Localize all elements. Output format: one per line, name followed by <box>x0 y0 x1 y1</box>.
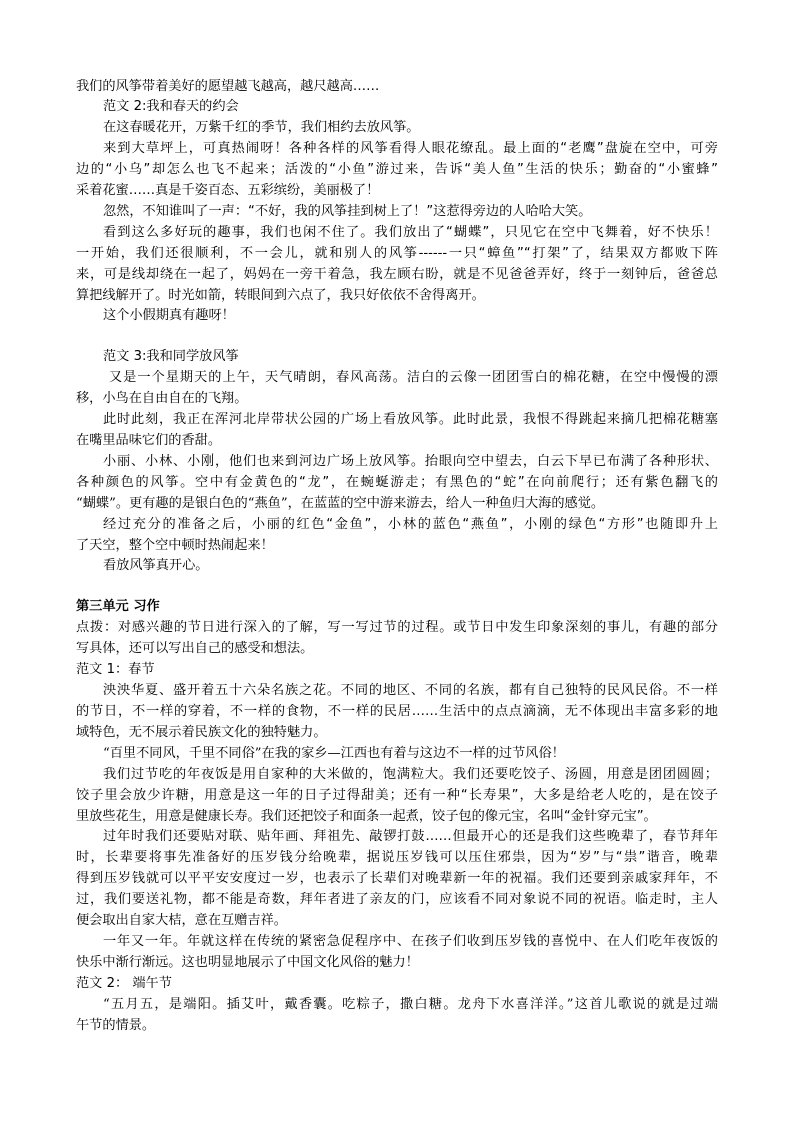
text-line: “百里不同风，千里不同俗”在我的家乡—江西也有着与这边不一样的过节风俗！ <box>103 746 565 761</box>
text-line: 点拨：对感兴趣的节日进行深入的了解，写一写过节的过程。或节日中发生印象深刻的事儿，有趣的部分 <box>76 620 718 635</box>
text-line: 我们的风筝带着美好的愿望越飞越高，越尺越高…… <box>76 79 380 94</box>
text-line: 的节日，不一样的穿着，不一样的食物，不一样的民居……生活中的点点滴滴，无不体现出丰富多彩的地 <box>76 704 718 719</box>
section-heading: 范文 1：春节 <box>76 662 155 677</box>
text-line: 便会取出自家大桔，意在互赠吉祥。 <box>76 913 287 928</box>
text-line: 一开始，我们还很顺利，不一会儿，就和别人的风筝------一只“蟑鱼”“打架”了，结果双方都败下阵 <box>76 246 718 261</box>
text-line: 小丽、小林、小刚，他们也来到河边广场上放风筝。抬眼向空中望去，白云下早已布满了各种形状、 <box>103 454 718 469</box>
text-line: 在嘴里品味它们的香甜。 <box>76 433 222 448</box>
text-line: 经过充分的准备之后，小丽的红色“金鱼”，小林的蓝色“燕鱼”，小刚的绿色“方形”也随即升上 <box>103 517 718 532</box>
text-line: 这个小假期真有趣呀！ <box>103 308 235 323</box>
text-line: 此时此刻，我正在浑河北岸带状公园的广场上看放风筝。此时此景，我恨不得跳起来摘几把棉花糖塞 <box>103 412 718 427</box>
text-line: 写具体，还可以写出自己的感受和想法。 <box>76 641 314 656</box>
text-line: 来，可是线却绕在一起了，妈妈在一旁干着急，我左顾右盼，就是不见爸爸弄好，终于一刻钟后，爸爸总 <box>76 267 718 282</box>
unit-heading: 第三单元 习作 <box>76 599 160 614</box>
section-heading: 范文 2： 端午节 <box>76 976 172 991</box>
text-line: 各种颜色的风筝。空中有金黄色的“龙”，在蜿蜒游走；有黑色的“蛇”在向前爬行；还有紫色翻飞的 <box>76 475 718 490</box>
text-line: 里放些花生，用意是健康长寿。我们还把饺子和面条一起煮，饺子包的像元宝，名叫“金针穿元宝”。 <box>76 809 657 824</box>
text-line: 在这春暖花开，万紫千红的季节，我们相约去放风筝。 <box>103 120 420 135</box>
text-line: 算把线解开了。时光如箭，转眼间到六点了，我只好依依不舍得离开。 <box>76 288 485 303</box>
text-line: 又是一个星期天的上午，天气晴朗，春风高荡。洁白的云像一团团雪白的棉花糖，在空中慢慢的漂 <box>109 370 718 385</box>
text-line: 了天空，整个空中顿时热闹起来！ <box>76 538 274 553</box>
section-heading: 范文 2:我和春天的约会 <box>103 99 239 114</box>
text-line: 采着花蜜……真是千姿百态、五彩缤纷，美丽极了！ <box>76 183 380 198</box>
section-heading: 范文 3:我和同学放风筝 <box>103 349 239 364</box>
text-line: 得到压岁钱就可以平平安安度过一岁，也表示了长辈们对晚辈新一年的祝福。我们还要到亲戚家拜年，不 <box>76 871 718 886</box>
text-line: 忽然，不知谁叫了一声：“不好，我的风筝挂到树上了！”这惹得旁边的人哈哈大笑。 <box>103 204 592 219</box>
text-line: 过，我们要送礼物，都不能是奇数，拜年者进了亲友的门，应该看不同对象说不同的祝语。临走时，主人 <box>76 892 718 907</box>
text-line: 域特色，无不展示着民族文化的独特魅力。 <box>76 725 327 740</box>
text-line: 移，小鸟在自由自在的飞翔。 <box>76 391 248 406</box>
text-line: “五月五，是端阳。插艾叶，戴香囊。吃粽子，撒白糖。龙舟下水喜洋洋。”这首儿歌说的就是过端 <box>103 997 718 1012</box>
text-line: 时，长辈要将事先准备好的压岁钱分给晚辈，据说压岁钱可以压住邪祟，因为“岁”与“祟”谐音，晚辈 <box>76 850 718 865</box>
text-line: “蝴蝶”。更有趣的是银白色的“燕鱼”，在蓝蓝的空中游来游去，给人一种鱼归大海的感觉。 <box>76 496 605 511</box>
text-line: 我们过节吃的年夜饭是用自家种的大米做的，饱满粒大。我们还要吃饺子、汤圆，用意是团团圆圆； <box>103 767 718 782</box>
text-line: 快乐中渐行渐远。这也明显地展示了中国文化风俗的魅力！ <box>76 955 419 970</box>
text-line: 边的“小乌”却怎么也飞不起来；活泼的“小鱼”游过来，告诉“美人鱼”生活的快乐；勤奋的“小蜜蜂” <box>76 162 718 177</box>
text-line: 饺子里会放少许糖，用意是这一年的日子过得甜美；还有一种“长寿果”，大多是给老人吃的，是在饺子 <box>76 788 718 803</box>
text-line: 泱泱华夏、盛开着五十六朵名族之花。不同的地区、不同的名族，都有自己独特的民风民俗。不一样 <box>103 683 718 698</box>
text-line: 一年又一年。年就这样在传统的紧密急促程序中、在孩子们收到压岁钱的喜悦中、在人们吃年夜饭的 <box>103 934 718 949</box>
text-line: 午节的情景。 <box>76 1018 156 1033</box>
text-line: 过年时我们还要贴对联、贴年画、拜祖先、敲锣打鼓……但最开心的还是我们这些晚辈了，春节拜年 <box>103 829 718 844</box>
text-line: 看放风筝真开心。 <box>103 558 209 573</box>
text-line: 看到这么多好玩的趣事，我们也闲不住了。我们放出了“蝴蝶”，只见它在空中飞舞着，好不快乐！ <box>103 225 718 240</box>
text-line: 来到大草坪上，可真热闹呀！各种各样的风筝看得人眼花缭乱。最上面的“老鹰”盘旋在空中，可旁 <box>103 141 718 156</box>
